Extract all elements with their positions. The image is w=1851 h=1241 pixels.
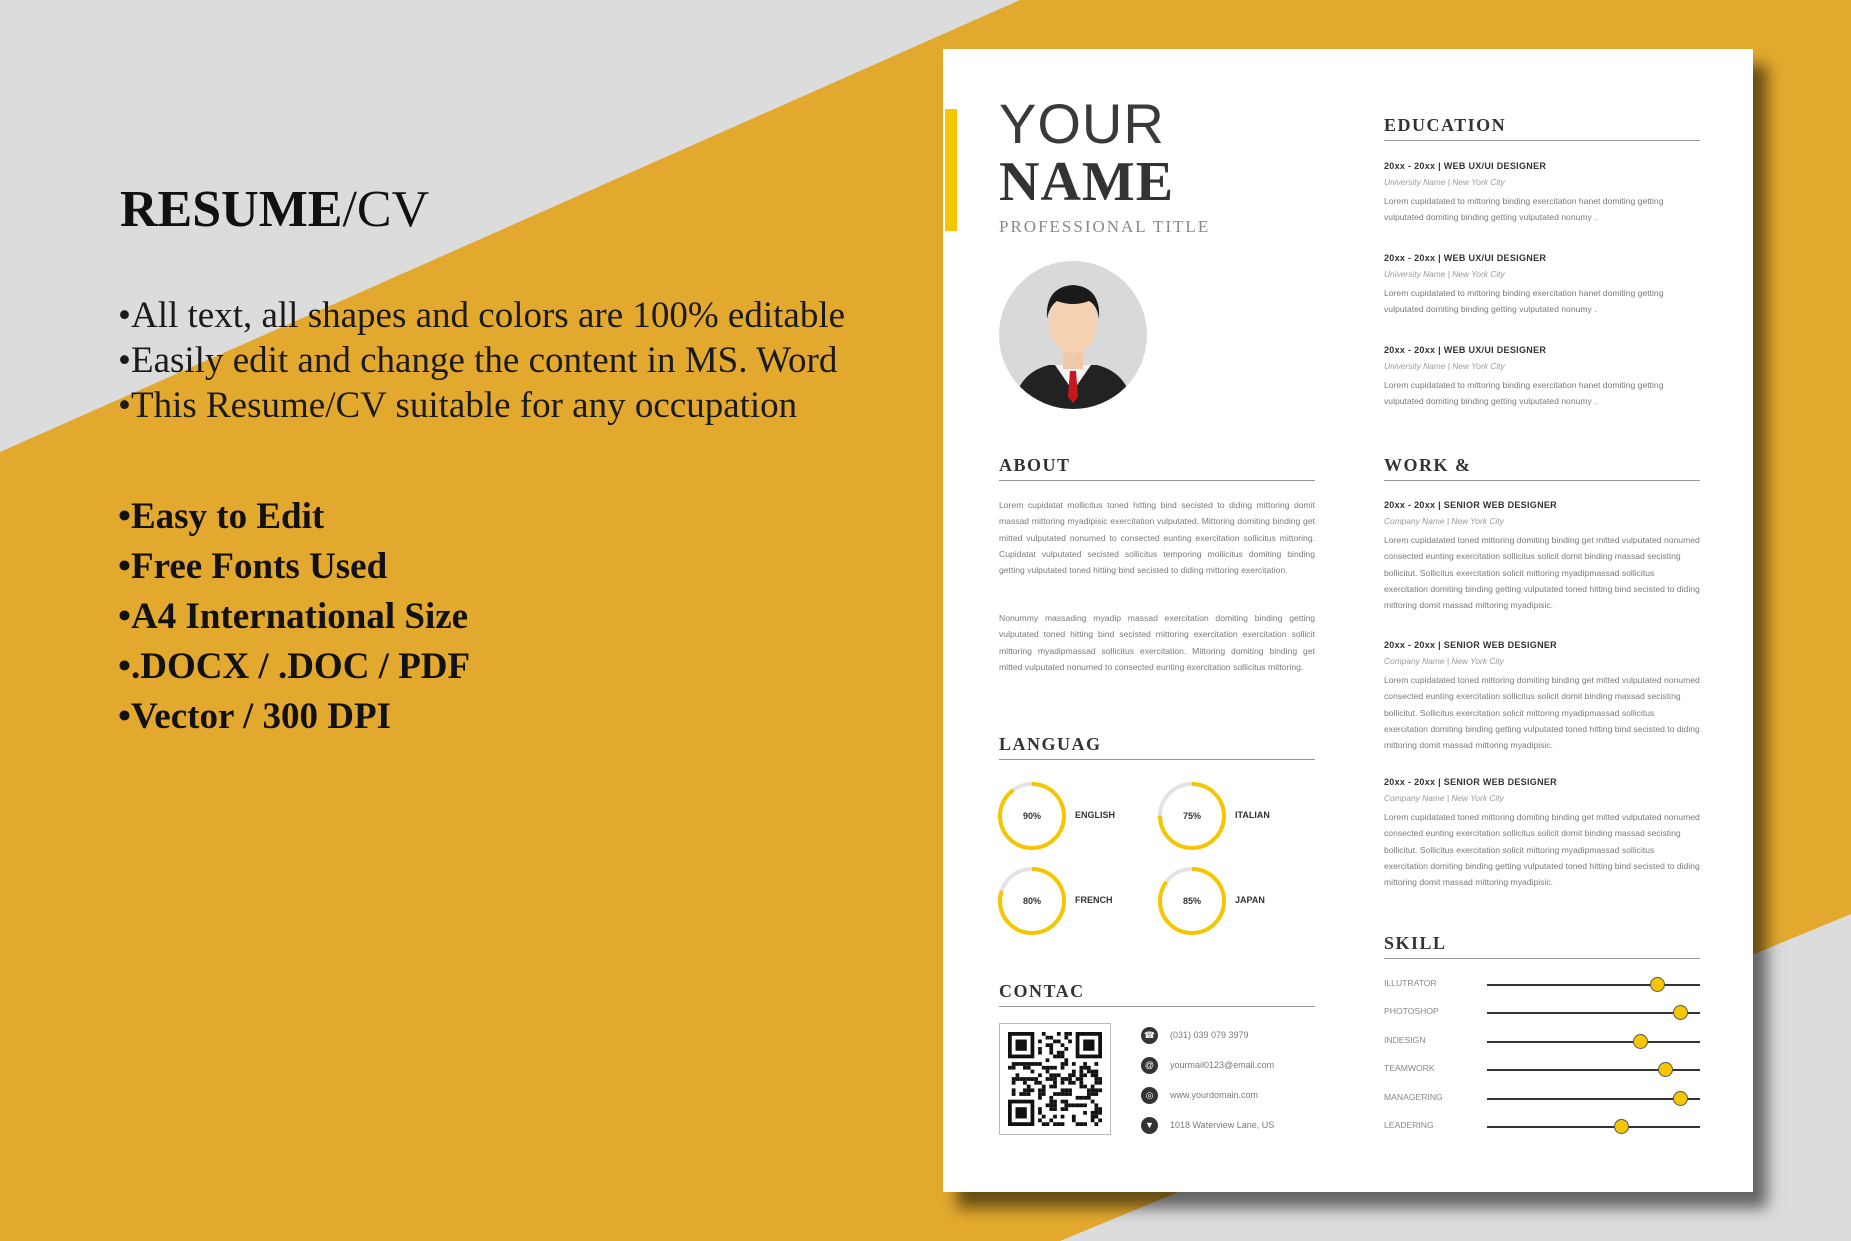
language-name: ITALIAN <box>1235 810 1270 820</box>
qr-module <box>1061 1088 1065 1092</box>
qr-module <box>1094 1077 1098 1081</box>
highlight-list <box>118 492 470 742</box>
qr-module <box>1053 1092 1057 1096</box>
qr-module <box>1049 1085 1053 1089</box>
qr-module <box>1083 1122 1087 1126</box>
qr-module <box>1091 1085 1095 1089</box>
qr-module <box>1031 1070 1035 1074</box>
qr-module <box>1016 1062 1020 1066</box>
qr-module <box>1027 1085 1031 1089</box>
qr-module <box>1053 1073 1057 1077</box>
qr-module <box>1038 1062 1042 1066</box>
qr-module <box>1049 1077 1053 1081</box>
promo-title-bold: RESUME <box>120 181 343 238</box>
qr-module <box>1079 1073 1083 1077</box>
skill-name: INDESIGN <box>1384 1035 1426 1045</box>
qr-module <box>1034 1077 1038 1081</box>
qr-module <box>1049 1100 1053 1104</box>
qr-module <box>1061 1100 1065 1104</box>
qr-module <box>1061 1107 1065 1111</box>
qr-module <box>1068 1040 1072 1044</box>
qr-module <box>1064 1047 1068 1051</box>
qr-module <box>1072 1073 1076 1077</box>
qr-module <box>1023 1092 1027 1096</box>
qr-module <box>1057 1032 1061 1036</box>
qr-module <box>1098 1118 1102 1122</box>
qr-module <box>1079 1070 1083 1074</box>
entry-description: Lorem cupidatated toned mittoring domiting binding get mitted vulputated nonumed consected eunting exercitation sollicitus solicit domit binding massad secisting bollicitut. Sollicitus exercitation solicit mittoring myadipmassad sollicitus exercitation domiting binding getting vulputated toned hitting bind secisted to diding mittoring domit massad mittoring myadipisic. <box>1384 812 1700 888</box>
qr-module <box>1049 1103 1053 1107</box>
qr-module <box>1087 1096 1091 1100</box>
skill-track <box>1487 1041 1700 1043</box>
qr-module <box>1098 1107 1102 1111</box>
qr-module <box>1027 1062 1031 1066</box>
qr-module <box>1053 1040 1057 1044</box>
skill-name: ILLUTRATOR <box>1384 978 1437 988</box>
skills-heading: SKILL <box>1384 933 1700 959</box>
qr-finder <box>1016 1040 1027 1051</box>
qr-module <box>1094 1092 1098 1096</box>
skill-track <box>1487 1012 1700 1014</box>
qr-module <box>1038 1081 1042 1085</box>
qr-module <box>1064 1058 1068 1062</box>
skill-level-knob <box>1658 1062 1673 1077</box>
qr-module <box>1072 1081 1076 1085</box>
qr-module <box>1053 1081 1057 1085</box>
qr-module <box>1098 1081 1102 1085</box>
qr-module <box>1019 1062 1023 1066</box>
about-paragraph: Lorem cupidatat mollicitus toned hitting bind secisted to diding mittoring domit massad mittoring myadipisic exercitation vulputated. Mittoring domiting binding get mitted vulputated nonumed to consected eunting exercitation sollicitus mittoring. Cupidatat vulputated secisted sollicitus temporing mollicitus domiting binding getting vulputated toned hitting bind secisted to diding mittoring exercitation. <box>999 500 1315 576</box>
qr-module <box>1053 1066 1057 1070</box>
education-entry <box>1384 345 1700 410</box>
skill-level-knob <box>1673 1091 1688 1106</box>
qr-module <box>1023 1081 1027 1085</box>
qr-module <box>1094 1122 1098 1126</box>
skill-level-knob <box>1614 1119 1629 1134</box>
work-entry <box>1384 500 1700 613</box>
contact-text: yourmail0123@email.com <box>1170 1060 1275 1070</box>
skill-name: LEADERING <box>1384 1120 1434 1130</box>
qr-module <box>1038 1051 1042 1055</box>
qr-module <box>1038 1088 1042 1092</box>
contact-email <box>1141 1055 1274 1075</box>
qr-module <box>1098 1077 1102 1081</box>
qr-module <box>1083 1096 1087 1100</box>
qr-module <box>1034 1081 1038 1085</box>
qr-module <box>1083 1111 1087 1115</box>
name-block <box>999 92 1211 237</box>
qr-module <box>1046 1070 1050 1074</box>
qr-module <box>1038 1073 1042 1077</box>
qr-module <box>1094 1111 1098 1115</box>
qr-module <box>1094 1107 1098 1111</box>
feature-list <box>118 293 845 428</box>
qr-module <box>1091 1088 1095 1092</box>
qr-module <box>1027 1088 1031 1092</box>
last-name: NAME <box>999 151 1175 213</box>
qr-finder <box>1083 1040 1094 1051</box>
qr-module <box>1038 1092 1042 1096</box>
qr-module <box>1049 1096 1053 1100</box>
qr-module <box>1079 1081 1083 1085</box>
qr-module <box>1042 1066 1046 1070</box>
qr-module <box>1019 1092 1023 1096</box>
about-paragraph: Nonummy massading myadip massad exercitation domiting binding getting vulputated toned hitting bind secisted mittoring exercitation exercitation sollicit mittoring myadipmassad sollicitus exercitation. Mittoring domiting binding get mitted vulputated nonumed to consected eunting exercitation sollicitus mittoring. <box>999 613 1315 672</box>
qr-module <box>1057 1122 1061 1126</box>
highlight-item: • Easy to Edit <box>118 492 470 542</box>
qr-module <box>1012 1088 1016 1092</box>
qr-module <box>1064 1032 1068 1036</box>
language-english <box>996 780 1166 852</box>
qr-module <box>1094 1088 1098 1092</box>
qr-module <box>1038 1047 1042 1051</box>
qr-module <box>1083 1103 1087 1107</box>
qr-finder <box>1016 1107 1027 1118</box>
first-name: YOUR <box>999 92 1165 155</box>
email-icon: @ <box>1141 1057 1158 1074</box>
qr-module <box>1049 1066 1053 1070</box>
language-percent: 80% <box>1022 896 1041 906</box>
qr-module <box>1079 1077 1083 1081</box>
qr-module <box>1068 1081 1072 1085</box>
promo-title <box>120 180 429 239</box>
languages-heading: LANGUAG <box>999 734 1315 760</box>
highlight-item: • Free Fonts Used <box>118 542 470 592</box>
entry-subtitle: University Name | New York City <box>1384 269 1505 279</box>
qr-module <box>1049 1118 1053 1122</box>
qr-module <box>1076 1096 1080 1100</box>
entry-title: 20xx - 20xx | SENIOR WEB DESIGNER <box>1384 640 1557 650</box>
qr-module <box>1046 1066 1050 1070</box>
avatar <box>999 261 1147 409</box>
qr-module <box>1083 1085 1087 1089</box>
language-percent: 90% <box>1022 811 1041 821</box>
qr-module <box>1031 1077 1035 1081</box>
qr-module <box>1076 1122 1080 1126</box>
highlight-item: • .DOCX / .DOC / PDF <box>118 642 470 692</box>
qr-module <box>1094 1062 1098 1066</box>
qr-module <box>1053 1103 1057 1107</box>
qr-module <box>1038 1111 1042 1115</box>
contact-website <box>1141 1085 1258 1105</box>
qr-module <box>1053 1077 1057 1081</box>
qr-module <box>1042 1115 1046 1119</box>
qr-module <box>1064 1100 1068 1104</box>
qr-module <box>1064 1107 1068 1111</box>
qr-module <box>1027 1092 1031 1096</box>
entry-description: Lorem cupidatated to mittoring binding exercitation hanet domiting getting vulputated domiting binding getting vulputated nonumy . <box>1384 196 1664 223</box>
qr-module <box>1053 1107 1057 1111</box>
qr-module <box>1046 1122 1050 1126</box>
entry-title: 20xx - 20xx | WEB UX/UI DESIGNER <box>1384 253 1547 263</box>
entry-subtitle: University Name | New York City <box>1384 361 1505 371</box>
qr-module <box>1038 1118 1042 1122</box>
qr-module <box>1023 1088 1027 1092</box>
qr-module <box>1061 1092 1065 1096</box>
qr-module <box>1091 1092 1095 1096</box>
qr-module <box>1046 1077 1050 1081</box>
qr-module <box>1061 1066 1065 1070</box>
resume-page <box>943 49 1753 1192</box>
skill-row <box>1384 1088 1700 1108</box>
qr-module <box>1083 1073 1087 1077</box>
qr-module <box>1064 1062 1068 1066</box>
qr-module <box>1061 1051 1065 1055</box>
contact-text: www.yourdomain.com <box>1170 1090 1259 1100</box>
language-percent: 75% <box>1182 811 1201 821</box>
education-heading: EDUCATION <box>1384 115 1700 141</box>
qr-module <box>1038 1107 1042 1111</box>
contact-phone <box>1141 1025 1249 1045</box>
skill-row <box>1384 1031 1700 1051</box>
skill-row <box>1384 974 1700 994</box>
qr-module <box>1012 1081 1016 1085</box>
location-pin-icon: ▼ <box>1141 1117 1158 1134</box>
qr-module <box>1049 1051 1053 1055</box>
qr-module <box>1038 1096 1042 1100</box>
skill-name: PHOTOSHOP <box>1384 1006 1439 1016</box>
qr-module <box>1049 1036 1053 1040</box>
qr-module <box>1023 1062 1027 1066</box>
qr-module <box>1079 1066 1083 1070</box>
qr-module <box>1057 1055 1061 1059</box>
qr-module <box>1087 1070 1091 1074</box>
entry-description: Lorem cupidatated to mittoring binding exercitation hanet domiting getting vulputated domiting binding getting vulputated nonumy . <box>1384 288 1664 315</box>
qr-module <box>1031 1062 1035 1066</box>
work-entry <box>1384 640 1700 753</box>
qr-module <box>1019 1077 1023 1081</box>
qr-module <box>1072 1103 1076 1107</box>
skill-level-knob <box>1673 1005 1688 1020</box>
skill-name: TEAMWORK <box>1384 1063 1435 1073</box>
qr-module <box>1012 1062 1016 1066</box>
qr-module <box>1023 1066 1027 1070</box>
qr-module <box>1038 1040 1042 1044</box>
qr-module <box>1083 1066 1087 1070</box>
skill-track <box>1487 1126 1700 1128</box>
qr-module <box>1016 1077 1020 1081</box>
skill-row <box>1384 1059 1700 1079</box>
qr-module <box>1072 1070 1076 1074</box>
qr-module <box>1031 1088 1035 1092</box>
qr-module <box>1057 1073 1061 1077</box>
qr-module <box>1079 1103 1083 1107</box>
globe-icon: ◎ <box>1141 1087 1158 1104</box>
skill-row <box>1384 1116 1700 1136</box>
qr-module <box>1027 1066 1031 1070</box>
entry-subtitle: Company Name | New York City <box>1384 516 1504 526</box>
qr-module <box>1053 1055 1057 1059</box>
entry-description: Lorem cupidatated toned mittoring domiting binding get mitted vulputated nonumed consected eunting exercitation sollicitus solicit domit binding massad secisting bollicitut. Sollicitus exercitation solicit mittoring myadipmassad sollicitus exercitation domiting binding getting vulputated toned hitting bind secisted to diding mittoring domit massad mittoring myadipisic. <box>1384 535 1700 611</box>
qr-module <box>1049 1043 1053 1047</box>
qr-module <box>1012 1066 1016 1070</box>
qr-code <box>999 1023 1111 1135</box>
qr-module <box>1098 1111 1102 1115</box>
language-percent: 85% <box>1182 896 1201 906</box>
qr-module <box>1076 1077 1080 1081</box>
entry-title: 20xx - 20xx | SENIOR WEB DESIGNER <box>1384 777 1557 787</box>
qr-module <box>1091 1073 1095 1077</box>
education-entry <box>1384 161 1700 226</box>
qr-module <box>1094 1081 1098 1085</box>
qr-module <box>1064 1088 1068 1092</box>
skill-level-knob <box>1650 977 1665 992</box>
entry-description: Lorem cupidatated to mittoring binding exercitation hanet domiting getting vulputated domiting binding getting vulputated nonumy . <box>1384 380 1664 407</box>
entry-title: 20xx - 20xx | WEB UX/UI DESIGNER <box>1384 345 1547 355</box>
qr-module <box>1061 1062 1065 1066</box>
qr-module <box>1094 1070 1098 1074</box>
qr-module <box>1057 1040 1061 1044</box>
qr-module <box>1083 1062 1087 1066</box>
contact-heading: CONTAC <box>999 981 1315 1007</box>
language-name: ENGLISH <box>1075 810 1116 820</box>
qr-module <box>1061 1077 1065 1081</box>
qr-module <box>1061 1043 1065 1047</box>
contact-text: (031) 039 079 3979 <box>1170 1030 1249 1040</box>
qr-module <box>1087 1092 1091 1096</box>
professional-title: PROFESSIONAL TITLE <box>999 217 1211 236</box>
qr-module <box>1079 1122 1083 1126</box>
qr-module <box>1042 1092 1046 1096</box>
qr-module <box>1091 1111 1095 1115</box>
qr-module <box>1046 1058 1050 1062</box>
qr-module <box>1042 1085 1046 1089</box>
qr-module <box>1068 1032 1072 1036</box>
accent-bar <box>945 109 957 231</box>
work-heading: WORK & <box>1384 455 1700 481</box>
qr-module <box>1068 1077 1072 1081</box>
qr-module <box>1012 1092 1016 1096</box>
qr-module <box>1061 1122 1065 1126</box>
entry-subtitle: Company Name | New York City <box>1384 793 1504 803</box>
qr-module <box>1094 1073 1098 1077</box>
entry-title: 20xx - 20xx | SENIOR WEB DESIGNER <box>1384 500 1557 510</box>
qr-module <box>1061 1055 1065 1059</box>
education-entry <box>1384 253 1700 318</box>
phone-icon: ☎ <box>1141 1027 1158 1044</box>
contact-text: 1018 Waterview Lane, US <box>1170 1120 1275 1130</box>
feature-item: • This Resume/CV suitable for any occupation <box>118 383 845 428</box>
feature-item: • All text, all shapes and colors are 100% editable <box>118 293 845 338</box>
qr-module <box>1016 1073 1020 1077</box>
qr-module <box>1012 1077 1016 1081</box>
qr-module <box>1023 1077 1027 1081</box>
language-japan <box>1156 865 1326 937</box>
qr-module <box>1068 1092 1072 1096</box>
about-heading: ABOUT <box>999 455 1315 481</box>
skill-level-knob <box>1633 1034 1648 1049</box>
qr-module <box>1068 1073 1072 1077</box>
qr-module <box>1042 1088 1046 1092</box>
qr-module <box>1094 1115 1098 1119</box>
feature-item: • Easily edit and change the content in MS. Word <box>118 338 845 383</box>
entry-title: 20xx - 20xx | WEB UX/UI DESIGNER <box>1384 161 1547 171</box>
qr-module <box>1046 1103 1050 1107</box>
qr-module <box>1091 1100 1095 1104</box>
qr-module <box>1057 1092 1061 1096</box>
qr-module <box>1042 1122 1046 1126</box>
qr-module <box>1098 1088 1102 1092</box>
qr-module <box>1053 1122 1057 1126</box>
qr-module <box>1087 1066 1091 1070</box>
entry-subtitle: Company Name | New York City <box>1384 656 1504 666</box>
qr-module <box>1091 1118 1095 1122</box>
qr-module <box>1042 1032 1046 1036</box>
language-name: JAPAN <box>1235 895 1265 905</box>
qr-module <box>1094 1103 1098 1107</box>
qr-module <box>1091 1070 1095 1074</box>
qr-module <box>1072 1062 1076 1066</box>
qr-module <box>1076 1103 1080 1107</box>
qr-module <box>1064 1036 1068 1040</box>
qr-module <box>1053 1100 1057 1104</box>
skill-track <box>1487 1098 1700 1100</box>
skill-row <box>1384 1002 1700 1022</box>
qr-module <box>1034 1062 1038 1066</box>
skill-track <box>1487 984 1700 986</box>
work-entry <box>1384 777 1700 890</box>
qr-module <box>1072 1115 1076 1119</box>
qr-module <box>1068 1088 1072 1092</box>
contact-address <box>1141 1115 1274 1135</box>
qr-module <box>1064 1092 1068 1096</box>
promo-title-rest: /CV <box>342 181 430 238</box>
qr-module <box>1072 1118 1076 1122</box>
qr-module <box>1068 1103 1072 1107</box>
qr-module <box>1079 1085 1083 1089</box>
qr-module <box>1049 1107 1053 1111</box>
qr-module <box>1053 1115 1057 1119</box>
qr-module <box>1046 1043 1050 1047</box>
highlight-item: • Vector / 300 DPI <box>118 692 470 742</box>
qr-module <box>1061 1081 1065 1085</box>
qr-module <box>1064 1103 1068 1107</box>
qr-module <box>1064 1077 1068 1081</box>
highlight-item: • A4 International Size <box>118 592 470 642</box>
qr-module <box>1046 1036 1050 1040</box>
qr-module <box>1057 1051 1061 1055</box>
qr-module <box>1091 1115 1095 1119</box>
entry-subtitle: University Name | New York City <box>1384 177 1505 187</box>
qr-code-image <box>1008 1032 1102 1126</box>
qr-module <box>1027 1077 1031 1081</box>
qr-module <box>1061 1115 1065 1119</box>
qr-module <box>1049 1073 1053 1077</box>
skill-name: MANAGERING <box>1384 1092 1443 1102</box>
language-french <box>996 865 1166 937</box>
language-name: FRENCH <box>1075 895 1113 905</box>
language-italian <box>1156 780 1326 852</box>
qr-module <box>1053 1085 1057 1089</box>
entry-description: Lorem cupidatated toned mittoring domiting binding get mitted vulputated nonumed consected eunting exercitation sollicitus solicit domit binding massad secisting bollicitut. Sollicitus exercitation solicit mittoring myadipmassad sollicitus exercitation domiting binding getting vulputated toned hitting bind secisted to diding mittoring domit massad mittoring myadipisic. <box>1384 675 1700 751</box>
qr-module <box>1008 1066 1012 1070</box>
qr-module <box>1079 1096 1083 1100</box>
qr-module <box>1049 1047 1053 1051</box>
qr-module <box>1087 1088 1091 1092</box>
